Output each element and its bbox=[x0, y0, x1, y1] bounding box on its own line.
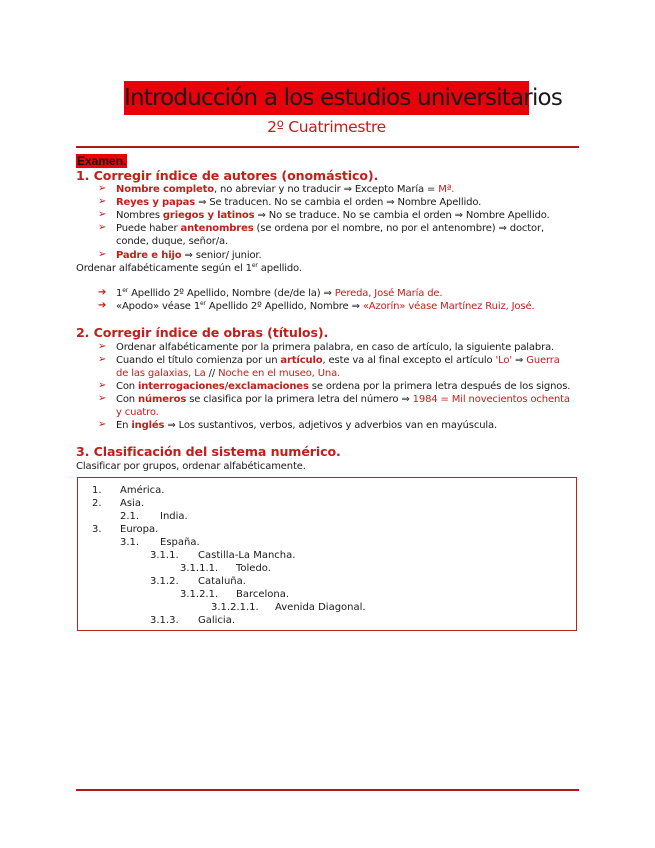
tree-label: España. bbox=[160, 537, 200, 548]
list-item-continuation: conde, duque, señor/a. bbox=[116, 236, 228, 247]
tree-label: Avenida Diagonal. bbox=[275, 602, 366, 613]
list-item: Reyes y papas ⇒ Se traducen. No se cambia el orden ⇒ Nombre Apellido. bbox=[116, 197, 482, 208]
bullet-icon: ➢ bbox=[98, 183, 107, 194]
tree-label: Asia. bbox=[120, 498, 145, 509]
tree-label: Galicia. bbox=[198, 615, 236, 626]
bullet-icon: ➢ bbox=[98, 222, 107, 233]
list-item: Padre e hijo ⇒ senior/ junior. bbox=[116, 250, 262, 261]
bullet-icon: ➢ bbox=[98, 196, 107, 207]
tree-label: América. bbox=[120, 485, 165, 496]
list-item: Nombre completo, no abreviar y no traducir ⇒ Excepto María = Mª. bbox=[116, 184, 455, 195]
tree-num: 3. bbox=[92, 524, 102, 535]
list-item: Con interrogaciones/exclamaciones se ordena por la primera letra después de los signos. bbox=[116, 381, 571, 392]
tree-label: Castilla-La Mancha. bbox=[198, 550, 296, 561]
tree-label: India. bbox=[160, 511, 188, 522]
page-title: Introducción a los estudios universitarios bbox=[124, 85, 563, 111]
tree-label: Toledo. bbox=[236, 563, 271, 574]
tree-num: 1. bbox=[92, 485, 102, 496]
list-item-continuation: y cuatro. bbox=[116, 407, 159, 418]
bullet-icon: ➢ bbox=[98, 209, 107, 220]
tree-num: 2. bbox=[92, 498, 102, 509]
tree-label: Barcelona. bbox=[236, 589, 290, 600]
bullet-icon: ➢ bbox=[98, 419, 107, 430]
bullet-icon: ➢ bbox=[98, 393, 107, 404]
tree-label: Europa. bbox=[120, 524, 159, 535]
arrow-icon: ➔ bbox=[98, 287, 107, 298]
tree-num: 3.1.3. bbox=[150, 615, 179, 626]
tree-num: 3.1. bbox=[120, 537, 140, 548]
list-item: Ordenar alfabéticamente por la primera palabra, en caso de artículo, la siguiente palabra. bbox=[116, 342, 555, 353]
list-item: Nombres griegos y latinos ⇒ No se traduce. No se cambia el orden ⇒ Nombre Apellido. bbox=[116, 210, 550, 221]
list-item-continuation: de las galaxias, La // Noche en el museo, Una. bbox=[116, 368, 341, 379]
list-item: Puede haber antenombres (se ordena por el nombre, no por el antenombre) ⇒ doctor, bbox=[116, 223, 544, 234]
tree-num: 3.1.2.1.1. bbox=[211, 602, 259, 613]
bullet-icon: ➢ bbox=[98, 354, 107, 365]
section1-note: Ordenar alfabéticamente según el 1er apellido. bbox=[76, 262, 302, 274]
page-subtitle: 2º Cuatrimestre bbox=[267, 118, 386, 136]
tree-num: 3.1.1.1. bbox=[180, 563, 219, 574]
arrow-icon: ➔ bbox=[98, 300, 107, 311]
exam-label: Examen. bbox=[77, 154, 127, 168]
tree-num: 2.1. bbox=[120, 511, 140, 522]
tree-num: 3.1.2. bbox=[150, 576, 179, 587]
list-item: En inglés ⇒ Los sustantivos, verbos, adjetivos y adverbios van en mayúscula. bbox=[116, 420, 498, 431]
bullet-icon: ➢ bbox=[98, 341, 107, 352]
bullet-icon: ➢ bbox=[98, 249, 107, 260]
tree-num: 3.1.2.1. bbox=[180, 589, 219, 600]
list-item: «Apodo» véase 1er Apellido 2º Apellido, Nombre ⇒ «Azorín» véase Martínez Ruiz, José. bbox=[116, 300, 535, 312]
list-item: Con números se clasifica por la primera letra del número ⇒ 1984 = Mil novecientos ochenta bbox=[116, 394, 570, 405]
bottom-divider bbox=[76, 789, 579, 791]
list-item: Cuando el título comienza por un artículo, este va al final excepto el artículo 'Lo' ⇒ Guerra bbox=[116, 355, 560, 366]
bullet-icon: ➢ bbox=[98, 380, 107, 391]
section3-intro: Clasificar por grupos, ordenar alfabéticamente. bbox=[76, 461, 306, 472]
top-divider bbox=[76, 146, 579, 148]
section2-heading: 2. Corregir índice de obras (títulos). bbox=[76, 325, 329, 340]
list-item: 1er Apellido 2º Apellido, Nombre (de/de la) ⇒ Pereda, José María de. bbox=[116, 287, 443, 299]
tree-label: Cataluña. bbox=[198, 576, 246, 587]
section1-heading: 1. Corregir índice de autores (onomástico). bbox=[76, 168, 379, 183]
tree-num: 3.1.1. bbox=[150, 550, 179, 561]
section3-heading: 3. Clasificación del sistema numérico. bbox=[76, 444, 341, 459]
